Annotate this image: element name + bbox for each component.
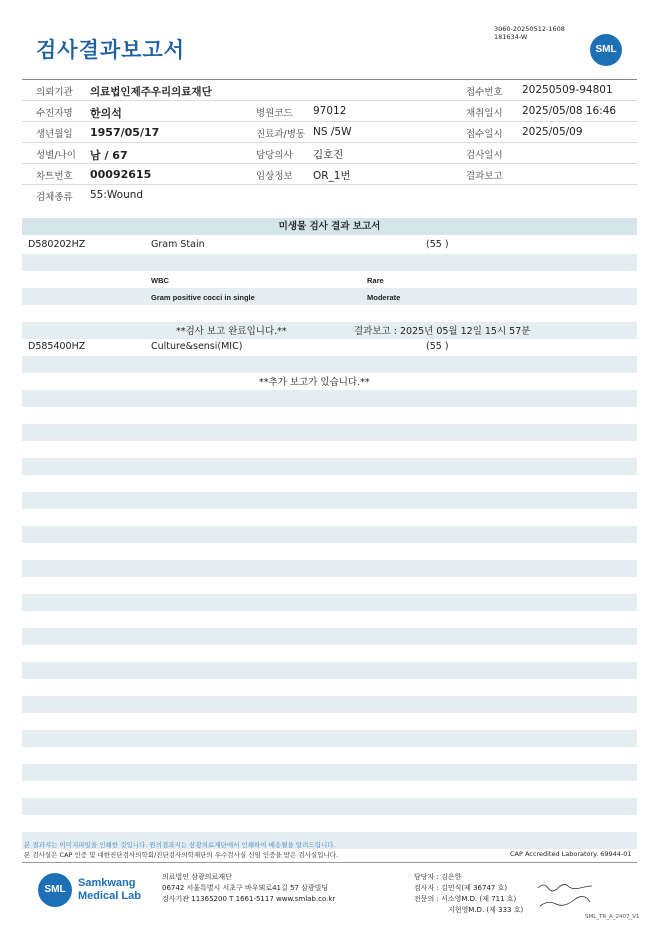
test-code-1: D580202HZ [28, 239, 86, 250]
row-stripe [22, 288, 637, 305]
image-notice: 본 결과지는 이미지파일을 인쇄한 것입니다. 원의결과지는 삼광의료재단에서 인쇄하여 배송될을 알려드립니다. [24, 841, 336, 849]
dept-label: 진료과/병동 [256, 129, 306, 140]
row-stripe [22, 254, 637, 271]
row-stripe [22, 560, 637, 577]
chart-value: 00092615 [90, 168, 152, 181]
test-name-2: Culture&sensi(MIC) [151, 341, 243, 352]
collection-label: 채취일시 [466, 108, 503, 119]
clinical-label: 임상정보 [256, 171, 293, 182]
report-time: 결과보고 : 2025년 05월 12일 15시 57분 [354, 326, 531, 337]
accession-label: 접수번호 [466, 87, 503, 98]
lab-address: 의료법인 삼광의료재단 06742 서울특별시 서초구 바우뫼로41길 57 삼광빌딩 검사기관 11365200 T 1661-5117 www.smlab.co.kr [162, 873, 336, 903]
complete-note: **검사 보고 완료입니다.** [176, 326, 287, 337]
chart-label: 차트번호 [36, 171, 73, 182]
institution-label: 의뢰기관 [36, 87, 73, 98]
received-value: 2025/05/09 [522, 126, 583, 138]
doctor-value: 김호진 [313, 149, 344, 161]
institution-value: 의료법인제주우리의료재단 [90, 86, 212, 98]
section-title: 미생물 검사 결과 보고서 [22, 218, 637, 235]
specimen-value: 55:Wound [90, 189, 144, 201]
signatories: 담당자 : 김은한 검사자 : 김민식(제 36747 호) 전문의 : 서소영M.D. (제 711 호) 지현영M.D. (제 333 호) [414, 873, 524, 914]
gram-label: Gram positive cocci in single [151, 293, 255, 302]
collection-value: 2025/05/08 16:46 [522, 105, 617, 117]
row-stripe [22, 322, 637, 339]
lab-name: Samkwang Medical Lab [78, 877, 141, 902]
patient-info-table [22, 79, 637, 205]
row-stripe [22, 356, 637, 373]
sex-age-value: 남 / 67 [90, 149, 128, 162]
report-title: 검사결과보고서 [36, 38, 186, 62]
dept-value: NS /5W [313, 126, 352, 138]
footer-divider [22, 862, 637, 863]
row-stripe [22, 458, 637, 475]
patient-value: 한의석 [90, 107, 122, 120]
row-stripe [22, 628, 637, 645]
patient-label: 수진자명 [36, 108, 73, 119]
test-name-1: Gram Stain [151, 239, 205, 250]
test-code-2: D585400HZ [28, 341, 86, 352]
samkwang-logo: SML [38, 873, 72, 907]
sex-age-label: 성별/나이 [36, 150, 76, 161]
accreditation-notice: 본 검사실은 CAP 인증 및 대한진단검사의학회/진단검사의학재단의 우수검사실 신임 인증을 받은 검사실입니다. [24, 851, 339, 859]
wbc-value: Rare [367, 276, 384, 285]
gram-value: Moderate [367, 293, 401, 302]
accession-value: 20250509-94801 [522, 84, 613, 96]
row-stripe [22, 390, 637, 407]
report-label: 결과보고 [466, 171, 503, 182]
row-stripe [22, 730, 637, 747]
row-stripe [22, 764, 637, 781]
row-stripe [22, 662, 637, 679]
hospital-code-label: 병원코드 [256, 108, 293, 119]
hospital-code-value: 97012 [313, 105, 347, 117]
sml-logo: SML [590, 34, 622, 66]
dob-value: 1957/05/17 [90, 126, 160, 139]
row-stripe [22, 594, 637, 611]
row-stripe [22, 798, 637, 815]
test-date-label: 검사일시 [466, 150, 503, 161]
row-stripe [22, 696, 637, 713]
additional-note: **추가 보고가 있습니다.** [259, 377, 370, 388]
doctor-label: 담당의사 [256, 150, 293, 161]
wbc-label: WBC [151, 276, 169, 285]
document-id: 3060-20250512-1608 181634-W [494, 25, 565, 41]
row-stripe [22, 526, 637, 543]
specimen-code-2: (55 ) [426, 341, 449, 352]
specimen-code-1: (55 ) [426, 239, 449, 250]
received-label: 접수일시 [466, 129, 503, 140]
row-stripe [22, 424, 637, 441]
specimen-label: 검체종류 [36, 192, 73, 203]
row-stripe [22, 492, 637, 509]
dob-label: 생년월일 [36, 129, 73, 140]
handwritten-signature [536, 880, 596, 910]
clinical-value: OR_1번 [313, 170, 351, 182]
cap-number: CAP Accredited Laboratory. 69944-01 [510, 850, 632, 858]
form-code: SML_TR_A_2407_V1 [585, 914, 640, 920]
